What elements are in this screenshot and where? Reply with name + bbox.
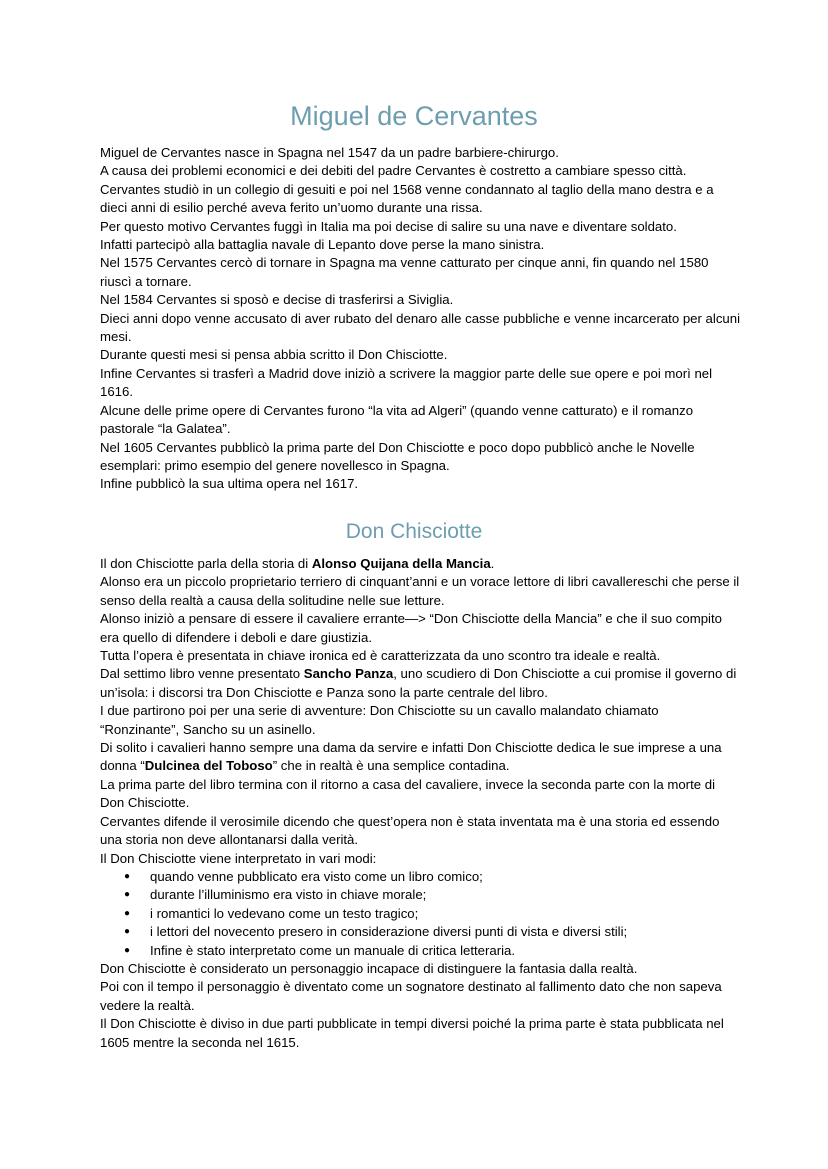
paragraph: Miguel de Cervantes nasce in Spagna nel 1547 da un padre barbiere-chirurgo. <box>100 145 559 160</box>
paragraph: Alonso iniziò a pensare di essere il cavaliere errante—> “Don Chisciotte della Mancia” e che il suo compito era quello di difendere i deboli e dare giustizia. <box>100 611 722 645</box>
list-item: ● i lettori del novecento presero in considerazione diversi punti di vista e diversi stili; <box>100 923 740 941</box>
bold-name: Sancho Panza <box>303 666 394 682</box>
paragraph: Cervantes studiò in un collegio di gesuiti e poi nel 1568 venne condannato al taglio della mano destra e a dieci anni di esilio perché aveva ferito un’uomo durante una rissa. <box>100 181 714 216</box>
paragraph: Dieci anni dopo venne accusato di aver rubato del denaro alle casse pubbliche e venne incarcerato per alcuni mesi. <box>100 310 741 345</box>
paragraph: Il Don Chisciotte viene interpretato in vari modi: <box>100 850 377 866</box>
paragraph: Poi con il tempo il personaggio è diventato come un sognatore destinato al fallimento dato che non sapeva vedere la realtà. <box>100 979 722 1013</box>
paragraph: Don Chisciotte è considerato un personaggio incapace di distinguere la fantasia dalla realtà. <box>100 960 638 976</box>
text: Di solito i cavalieri hanno sempre una dama da servire e infatti Don Chisciotte dedica le sue imprese a una donna “ <box>100 740 722 774</box>
paragraph: Infatti partecipò alla battaglia navale di Lepanto dove perse la mano sinistra. <box>100 237 545 253</box>
text: , uno scudiero di Don Chisciotte a cui promise il governo di un’isola: i discorsi tra Don Chisciotte e Panza sono la parte centrale del libro. <box>100 666 737 700</box>
list-item: ● durante l’illuminismo era visto in chiave morale; <box>100 886 740 904</box>
bold-name: Alonso Quijana della Mancia <box>311 556 491 571</box>
paragraph: Nel 1575 Cervantes cercò di tornare in Spagna ma venne catturato per cinque anni, fin quando nel 1580 riuscì a tornare. <box>100 255 709 289</box>
list-item: ● i romantici lo vedevano come un testo tragico; <box>100 905 740 923</box>
interpretations-list <box>100 868 740 960</box>
list-item: ● quando venne pubblicato era visto come un libro comico; <box>100 868 740 886</box>
paragraph <box>100 665 740 702</box>
paragraph: Per questo motivo Cervantes fuggì in Italia ma poi decise di salire su una nave e diventare soldato. <box>100 218 677 234</box>
page-title: Miguel de Cervantes <box>290 101 538 131</box>
paragraph: La prima parte del libro termina con il ritorno a casa del cavaliere, invece la seconda parte con la morte di Don Chisciotte. <box>100 776 716 811</box>
paragraph: Cervantes difende il verosimile dicendo che quest’opera non è stata inventata ma è una storia ed essendo una storia non deve allontanarsi dalla verità. <box>100 813 720 848</box>
paragraph: Nel 1584 Cervantes si sposò e decise di trasferirsi a Siviglia. <box>100 292 454 308</box>
paragraph: Infine pubblicò la sua ultima opera nel 1617. <box>100 476 359 492</box>
paragraph: A causa dei problemi economici e dei debiti del padre Cervantes è costretto a cambiare spesso città. <box>100 163 687 179</box>
paragraph: Durante questi mesi si pensa abbia scritto il Don Chisciotte. <box>100 347 448 363</box>
paragraph: Il Don Chisciotte è diviso in due parti pubblicate in tempi diversi poiché la prima parte è stata pubblicata nel 1605 mentre la seconda nel 1615. <box>100 1016 724 1050</box>
biography-section <box>100 144 740 494</box>
list-item: ● Infine è stato interpretato come un manuale di critica letteraria. <box>100 942 740 960</box>
paragraph: Nel 1605 Cervantes pubblicò la prima parte del Don Chisciotte e poco dopo pubblicò anche le Novelle esemplari: primo esempio del genere novellesco in Spagna. <box>100 439 695 473</box>
paragraph: I due partirono poi per una serie di avventure: Don Chisciotte su un cavallo malandato chiamato “Ronzinante”, Sancho su un asinello. <box>100 703 659 737</box>
paragraph: Alonso era un piccolo proprietario terriero di cinquant’anni e un vorace lettore di libri cavallereschi che perse il senso della realtà a causa della solitudine nelle sue letture. <box>100 574 740 608</box>
bold-name: Dulcinea del Toboso <box>144 758 273 774</box>
text: Il don Chisciotte parla della storia di <box>100 556 312 571</box>
paragraph: Alcune delle prime opere di Cervantes furono “la vita ad Algeri” (quando venne catturato) e il romanzo pastorale “la Galatea”. <box>100 402 694 437</box>
paragraph: Infine Cervantes si trasferì a Madrid dove iniziò a scrivere la maggior parte delle sue opere e poi morì nel 1616. <box>100 365 713 400</box>
paragraph <box>100 555 740 573</box>
paragraph <box>100 739 740 776</box>
section-heading: Don Chisciotte <box>345 520 483 543</box>
text: . <box>490 556 495 571</box>
don-chisciotte-section <box>100 555 740 1052</box>
text: Dal settimo libro venne presentato <box>100 666 304 682</box>
paragraph: Tutta l’opera è presentata in chiave ironica ed è caratterizzata da uno scontro tra ideale e realtà. <box>100 648 661 664</box>
text: ” che in realtà è una semplice contadina. <box>272 758 510 774</box>
